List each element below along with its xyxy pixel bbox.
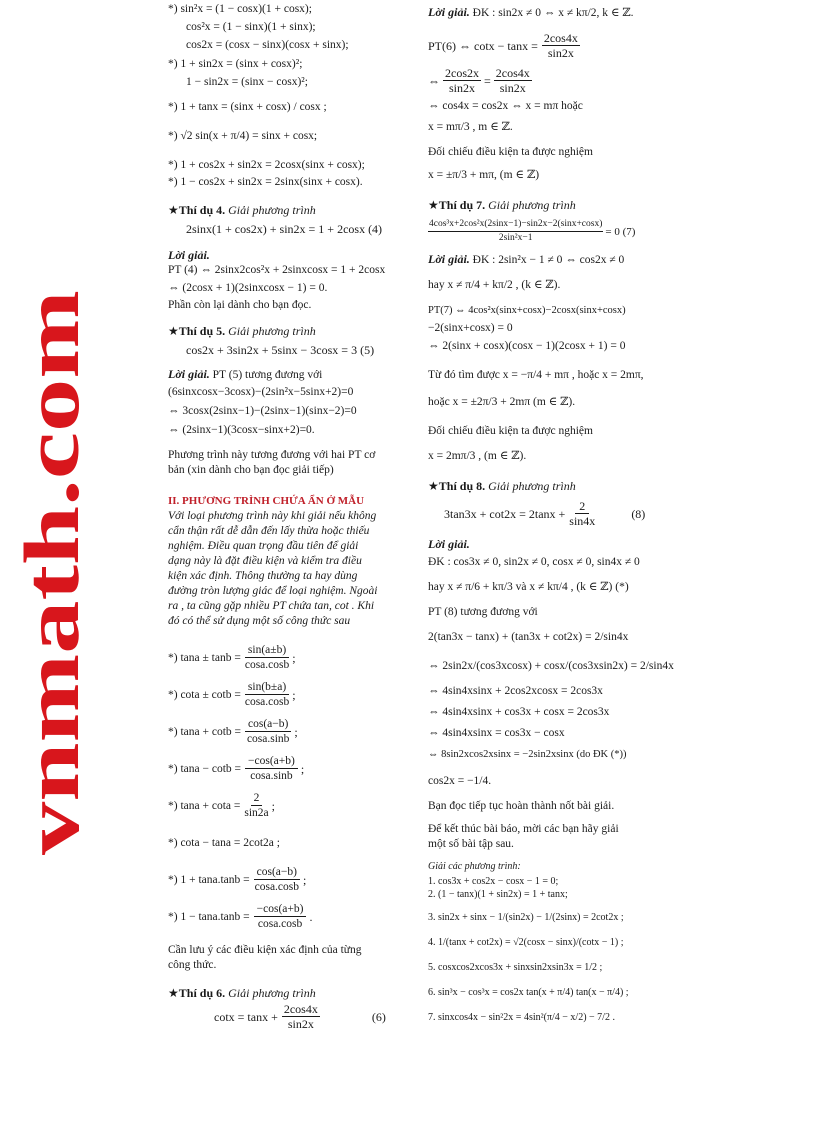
denominator: cosa.cosb	[254, 881, 299, 893]
closing-line: công thức.	[168, 959, 217, 971]
denominator: 2sin²x−1	[498, 233, 533, 243]
exercise-item: 4. 1/(tanx + cot2x) = √2(cosx − sinx)/(cotx − 1) ;	[428, 937, 624, 948]
solution-line: x = ±π/3 + mπ, (m ∈ ℤ)	[428, 169, 540, 181]
formula-line: cos²x = (1 − sinx)(1 + sinx);	[186, 21, 316, 33]
example-title: Giải phương trình	[228, 203, 316, 217]
eq-tag: (8)	[631, 506, 646, 521]
solution-line: ĐK : cos3x ≠ 0, sin2x ≠ 0, cosx ≠ 0, sin4x ≠ 0	[428, 556, 640, 568]
formulas-top	[168, 2, 408, 190]
formula-line: *) sin²x = (1 − cosx)(1 + cosx);	[168, 3, 312, 15]
numerator: sin(a±b)	[245, 643, 289, 658]
fraction	[254, 902, 307, 931]
star-icon: ★	[168, 986, 179, 1000]
solution-line: Bạn đọc tiếp tục hoàn thành nốt bài giải.	[428, 800, 615, 812]
formula-lhs: *) 1 + tana.tanb =	[168, 873, 250, 886]
numerator: 2cos4x	[543, 31, 578, 45]
ending-line: Để kết thúc bài báo, mời các bạn hãy giải	[428, 823, 619, 835]
solution-line: ⇔ 4sin4xsinx + 2cos2xcosx = 2cos3x	[428, 685, 603, 697]
solution-6-label: Lời giải.	[428, 5, 470, 19]
solution-line: x = 2mπ/3 , (m ∈ ℤ).	[428, 450, 527, 462]
watermark-svg	[8, 290, 98, 860]
star-icon: ★	[168, 324, 179, 338]
example-7-heading	[428, 197, 668, 214]
solution-line: ⇔ 8sin2xcos2xsinx = −2sin2xsinx (do ĐK (*))	[428, 749, 627, 760]
example-6-heading	[168, 985, 408, 1002]
example-7-equation	[428, 218, 668, 245]
eq-tag: (6)	[371, 1009, 386, 1024]
solution-line: (6sinxcosx−3cosx)−(2sin²x−5sinx+2)=0	[168, 386, 354, 398]
note-line: bản (xin dành cho bạn đọc giải tiếp)	[168, 464, 334, 476]
solution-line: ⇔ (2sinx−1)(3cosx−sinx+2)=0.	[168, 424, 315, 436]
numerator: 4cos³x+2cos²x(2sinx−1)−sin2x−2(sinx+cosx)	[428, 218, 603, 232]
fraction	[244, 791, 268, 820]
denominator: sin2x	[287, 1017, 314, 1031]
denominator: sin2x	[448, 81, 475, 95]
example-6-equation	[168, 1002, 408, 1031]
eq-lhs: cotx = tanx +	[214, 1009, 278, 1024]
equiv-symbol: ⇔	[428, 73, 443, 88]
exercise-item: 1. cos3x + cos2x − cosx − 1 = 0;	[428, 876, 559, 887]
example-8-heading	[428, 478, 668, 495]
solution-6-eq2	[428, 66, 668, 95]
fraction	[245, 754, 298, 783]
denominator: sin2x	[547, 46, 574, 60]
section-paragraph	[168, 509, 408, 629]
left-column	[168, 2, 408, 1031]
exercise-list	[428, 875, 668, 1024]
closing-line: Cần lưu ý các điều kiện xác định của từng	[168, 944, 362, 956]
example-title: Giải phương trình	[488, 479, 576, 493]
formula-lhs: *) cota ± cotb =	[168, 688, 241, 701]
example-label: Thí dụ 6.	[178, 986, 226, 1000]
fraction	[254, 865, 300, 894]
solution-line: hoặc x = ±2π/3 + 2mπ (m ∈ ℤ).	[428, 396, 576, 408]
formula-line: 1 − sin2x = (sinx − cosx)²;	[186, 76, 308, 88]
formula-line: *) 1 + cos2x + sin2x = 2cosx(sinx + cosx);	[168, 159, 365, 171]
solution-line: cos2x = −1/4.	[428, 775, 492, 787]
section-heading: II. PHƯƠNG TRÌNH CHỨA ẨN Ở MẪU	[168, 495, 365, 507]
paragraph-line: nghiệm. Điều quan trọng đầu tiên để giải	[168, 540, 359, 552]
denominator: cosa.sinb	[250, 770, 293, 782]
solution-line: ⇔ 4sin4xsinx = cos3x − cosx	[428, 727, 565, 739]
formula-line: *) √2 sin(x + π/4) = sinx + cosx;	[168, 130, 318, 142]
example-4-heading	[168, 202, 408, 219]
solution-line: −2(sinx+cosx) = 0	[428, 322, 513, 334]
exercise-item: 6. sin³x − cos³x = cos2x tan(x + π/4) tan(x − π/4) ;	[428, 987, 629, 998]
solution-7-label: Lời giải.	[428, 252, 470, 266]
denominator: cosa.cosb	[257, 918, 303, 930]
paragraph-line: cẩn thận rất dễ dẫn đến lấy thừa hoặc thiếu	[168, 525, 370, 537]
numerator: 2	[251, 791, 263, 806]
denominator: cosa.cosb	[244, 696, 290, 708]
solution-line: ⇔ 4sin4xsinx + cos3x + cosx = 2cos3x	[428, 706, 610, 718]
star-icon: ★	[168, 203, 179, 217]
example-8-equation	[428, 499, 668, 528]
formula-line: *) 1 − cos2x + sin2x = 2sinx(sinx + cosx).	[168, 176, 363, 188]
solution-4-label: Lời giải.	[168, 248, 210, 262]
eq-tail: = 0 (7)	[605, 225, 636, 238]
fraction-formula	[168, 750, 408, 787]
watermark-text: vnmath.com	[8, 441, 95, 855]
formula-lhs: *) cota − tana = 2cot2a ;	[168, 836, 280, 849]
numerator: −cos(a+b)	[254, 902, 307, 917]
exercise-item: 7. sinxcos4x − sin²2x = 4sin²(π/4 − x/2) − 7/2 .	[428, 1012, 615, 1023]
formula-lhs: *) tana + cota =	[168, 799, 241, 812]
solution-line: ⇔ 2sin2x/(cos3xcosx) + cosx/(cos3xsin2x) = 2/sin4x	[428, 660, 674, 672]
numerator: 2cos4x	[283, 1002, 318, 1016]
note-line: Phương trình này tương đương với hai PT cơ	[168, 449, 376, 461]
solution-line: PT (8) tương đương với	[428, 606, 538, 618]
solution-line: ĐK : sin2x ≠ 0 ⇔ x ≠ kπ/2, k ∈ ℤ.	[472, 7, 634, 19]
solution-line: Đối chiếu điều kiện ta được nghiệm	[428, 146, 593, 158]
solution-line: Đối chiếu điều kiện ta được nghiệm	[428, 425, 593, 437]
fraction	[428, 218, 603, 245]
fraction-formula	[168, 713, 408, 750]
formula-end: ;	[300, 761, 305, 776]
right-column	[428, 2, 674, 1024]
solution-line: Phần còn lại dành cho bạn đọc.	[168, 299, 312, 311]
denominator: cosa.cosb	[244, 659, 290, 671]
paragraph-line: dạng này là đặt điều kiện và kiểm tra điều	[168, 555, 362, 567]
formula-end: .	[309, 909, 313, 924]
fraction-formula	[168, 787, 408, 824]
solution-line: ⇔ 3cosx(2sinx−1)−(2sinx−1)(sinx−2)=0	[168, 405, 357, 417]
solution-6-pt	[428, 31, 668, 60]
exercise-item: 3. sin2x + sinx − 1/(sin2x) − 1/(2sinx) = 2cot2x ;	[428, 912, 624, 923]
formula-end: ;	[271, 798, 275, 813]
formulas-fractions	[168, 639, 408, 935]
formula-line: *) 1 + sin2x = (sinx + cosx)²;	[168, 58, 303, 70]
solution-line: PT(7) ⇔ 4cos²x(sinx+cosx)−2cosx(sinx+cosx)	[428, 305, 626, 316]
solution-line: ĐK : 2sin²x − 1 ≠ 0 ⇔ cos2x ≠ 0	[472, 254, 625, 266]
fraction	[494, 66, 532, 95]
fraction	[443, 66, 481, 95]
solution-line: ⇔ 2(sinx + cosx)(cosx − 1)(2cosx + 1) = 0	[428, 340, 626, 352]
denominator: sin2a	[244, 807, 269, 819]
solution-8-label: Lời giải.	[428, 537, 470, 551]
ending-line: một số bài tập sau.	[428, 838, 514, 850]
denominator: cosa.sinb	[246, 733, 290, 745]
numerator: 2cos4x	[495, 66, 530, 80]
solution-line: Từ đó tìm được x = −π/4 + mπ , hoặc x = 2mπ,	[428, 369, 644, 381]
solution-line: 2(tan3x − tanx) + (tan3x + cot2x) = 2/sin4x	[428, 631, 629, 643]
formula-lhs: *) 1 − tana.tanb =	[168, 910, 250, 923]
star-icon: ★	[428, 479, 439, 493]
fraction-formula	[168, 861, 408, 898]
numerator: 2cos2x	[445, 66, 479, 80]
example-title: Giải phương trình	[228, 986, 316, 1000]
numerator: −cos(a+b)	[245, 754, 298, 769]
example-label: Thí dụ 7.	[438, 198, 486, 212]
fraction	[245, 680, 289, 709]
fraction	[569, 499, 595, 528]
star-icon: ★	[428, 198, 439, 212]
watermark	[8, 290, 98, 860]
fraction-formula	[168, 824, 408, 861]
paragraph-line: đường tròn lượng giác để loại nghiệm. Ngoài	[168, 585, 378, 597]
numerator: cos(a−b)	[254, 865, 300, 880]
example-label: Thí dụ 5.	[178, 324, 226, 338]
solution-line: x = mπ/3 , m ∈ ℤ.	[428, 121, 513, 133]
fraction-formula	[168, 676, 408, 713]
fraction	[542, 31, 580, 60]
formula-lhs: *) tana + cotb =	[168, 725, 242, 738]
numerator: 2	[575, 499, 589, 514]
solution-line: ⇔ (2cosx + 1)(2sinxcosx − 1) = 0.	[168, 282, 328, 294]
exercise-item: 5. cosxcos2xcos3x + sinxsin2xsin3x = 1/2 ;	[428, 962, 603, 973]
example-title: Giải phương trình	[228, 324, 316, 338]
fraction	[282, 1002, 320, 1031]
formula-lhs: *) tana − cotb =	[168, 762, 242, 775]
eq-lhs: PT(6) ⇔ cotx − tanx =	[428, 38, 538, 53]
eq-lhs: 3tan3x + cot2x = 2tanx +	[444, 506, 566, 521]
solution-5-label: Lời giải.	[168, 367, 210, 381]
exercise-item: 2. (1 − tanx)(1 + sin2x) = 1 + tanx;	[428, 889, 568, 900]
denominator: sin4x	[569, 514, 596, 528]
paragraph-line: ra , ta cũng gặp nhiều PT chứa tan, cot . Khi	[168, 600, 375, 612]
paragraph-line: kiện xác định. Thông thường ta hay dùng	[168, 570, 358, 582]
example-label: Thí dụ 4.	[178, 203, 226, 217]
equals-symbol: =	[481, 73, 494, 88]
formula-line: *) 1 + tanx = (sinx + cosx) / cosx ;	[168, 101, 327, 113]
formula-end: ;	[302, 872, 307, 887]
fraction-formula	[168, 898, 408, 935]
fraction	[245, 717, 291, 746]
solution-line: hay x ≠ π/6 + kπ/3 và x ≠ kπ/4 , (k ∈ ℤ) (*)	[428, 581, 629, 593]
fraction	[245, 643, 289, 672]
formula-line: cos2x = (cosx − sinx)(cosx + sinx);	[186, 39, 349, 51]
numerator: cos(a−b)	[245, 717, 291, 732]
formula-end: ;	[292, 650, 296, 665]
exercises-title: Giải các phương trình:	[428, 861, 521, 872]
example-4-equation: 2sinx(1 + cos2x) + sin2x = 1 + 2cosx (4)	[186, 222, 383, 236]
solution-line: PT (4) ⇔ 2sinx2cos²x + 2sinxcosx = 1 + 2cosx	[168, 264, 386, 276]
paragraph-line: Với loại phương trình này khi giải nếu không	[168, 510, 377, 522]
formula-end: ;	[292, 687, 296, 702]
example-title: Giải phương trình	[488, 198, 576, 212]
example-5-equation: cos2x + 3sin2x + 5sinx − 3cosx = 3 (5)	[186, 343, 375, 357]
solution-line: PT (5) tương đương với	[212, 369, 323, 381]
example-5-heading	[168, 323, 408, 340]
solution-line: hay x ≠ π/4 + kπ/2 , (k ∈ ℤ).	[428, 279, 561, 291]
formula-lhs: *) tana ± tanb =	[168, 651, 241, 664]
paragraph-line: đó có thể sử dụng một số công thức sau	[168, 615, 351, 627]
numerator: sin(b±a)	[245, 680, 289, 695]
solution-line: ⇔ cos4x = cos2x ⇔ x = mπ hoặc	[428, 100, 583, 112]
fraction-formula	[168, 639, 408, 676]
formula-end: ;	[294, 724, 298, 739]
example-label: Thí dụ 8.	[438, 479, 486, 493]
denominator: sin2x	[499, 81, 526, 95]
